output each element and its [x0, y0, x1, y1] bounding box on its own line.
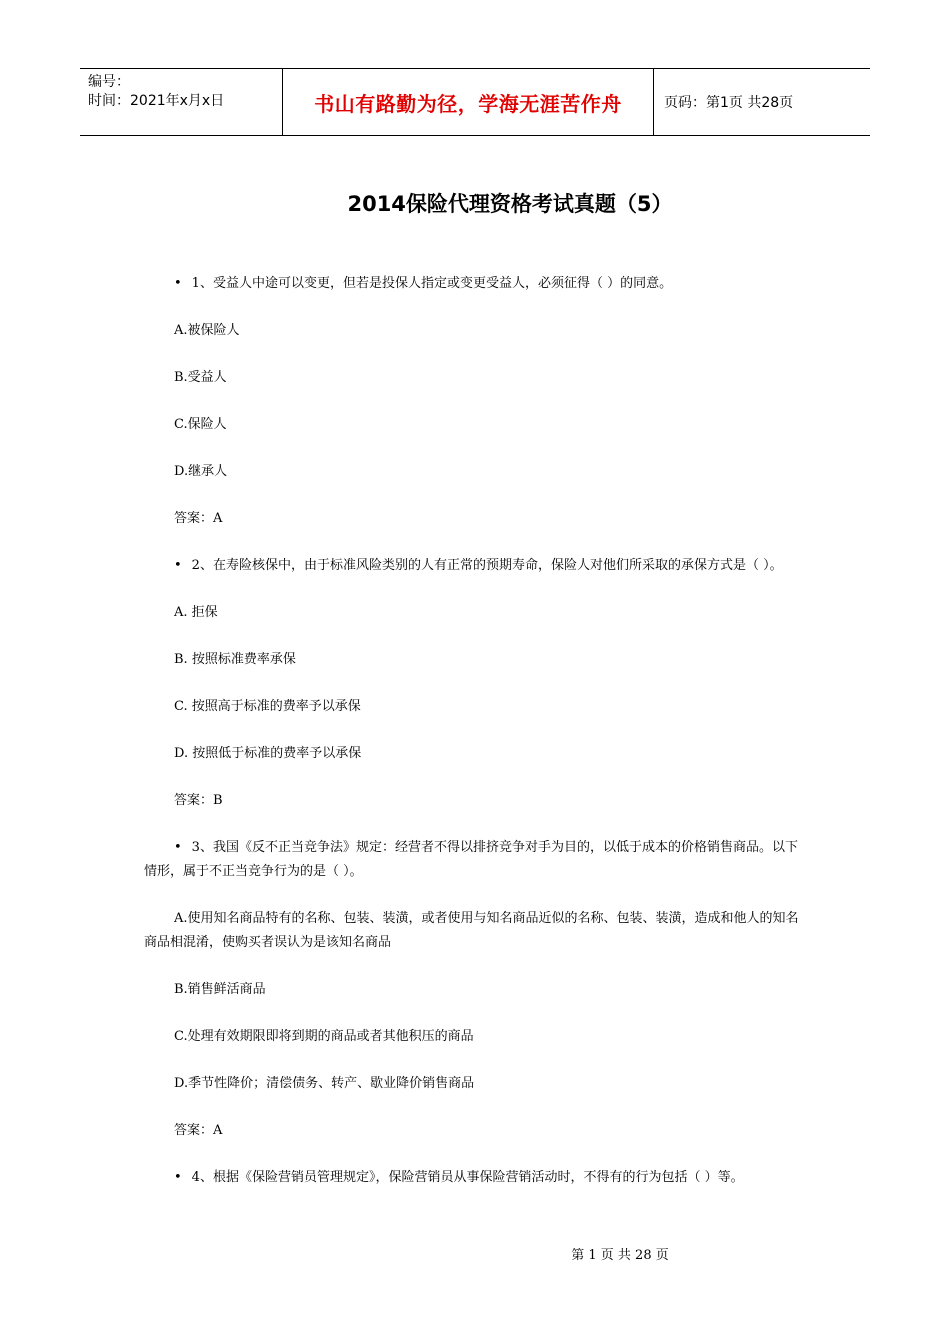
- question-text: 2、在寿险核保中，由于标准风险类别的人有正常的预期寿命，保险人对他们所采取的承保方式是（ ）。: [191, 558, 783, 573]
- option: C.处理有效期限即将到期的商品或者其他积压的商品: [174, 1029, 474, 1044]
- question-text: 3、我国《反不正当竞争法》规定：经营者不得以排挤竞争对手为目的，以低于成本的价格销售商品。以下情形，属于不正当竞争行为的是（ ）。: [144, 840, 798, 879]
- option: A.被保险人: [174, 323, 240, 338]
- time-label: 时间：2021年x月x日: [88, 93, 225, 109]
- option: B.销售鲜活商品: [174, 982, 266, 997]
- bullet: •: [174, 558, 182, 573]
- option: B. 按照标准费率承保: [174, 652, 296, 667]
- bullet: •: [174, 276, 182, 291]
- question-1: [144, 272, 810, 296]
- page-footer: 第 1 页 共 28 页: [571, 1248, 669, 1263]
- answer: 答案：A: [174, 511, 223, 526]
- number-label: 编号：: [88, 74, 130, 90]
- header-page-info: [654, 69, 870, 135]
- option: C.保险人: [174, 417, 227, 432]
- answer: 答案：A: [174, 1123, 223, 1138]
- document-header: [80, 68, 870, 136]
- page-title: 2014保险代理资格考试真题（5）: [347, 192, 673, 216]
- option: C. 按照高于标准的费率予以承保: [174, 699, 361, 714]
- option: D.继承人: [174, 464, 228, 479]
- bullet: •: [174, 1170, 182, 1185]
- answer: 答案：B: [174, 793, 223, 808]
- question-text: 4、根据《保险营销员管理规定》，保险营销员从事保险营销活动时，不得有的行为包括（ ）等。: [191, 1170, 744, 1185]
- question-4: [144, 1166, 810, 1190]
- header-motto-cell: [282, 69, 654, 135]
- option: D.季节性降价；清偿债务、转产、歇业降价销售商品: [174, 1076, 475, 1091]
- option: A. 拒保: [174, 605, 218, 620]
- question-list: [144, 272, 810, 1190]
- question-text: 1、受益人中途可以变更，但若是投保人指定或变更受益人，必须征得（ ）的同意。: [191, 276, 673, 291]
- question-2: [144, 554, 810, 578]
- option: B.受益人: [174, 370, 227, 385]
- bullet: •: [174, 840, 182, 855]
- question-3: [144, 836, 810, 884]
- option: A.使用知名商品特有的名称、包装、装潢，或者使用与知名商品近似的名称、包装、装潢，造成和他人的知名商品相混淆，使购买者误认为是该知名商品: [144, 911, 799, 950]
- option: D. 按照低于标准的费率予以承保: [174, 746, 362, 761]
- motto: 书山有路勤为径，学海无涯苦作舟: [314, 91, 622, 116]
- header-meta: [80, 69, 282, 135]
- page-info: 页码：第1页 共28页: [664, 95, 794, 111]
